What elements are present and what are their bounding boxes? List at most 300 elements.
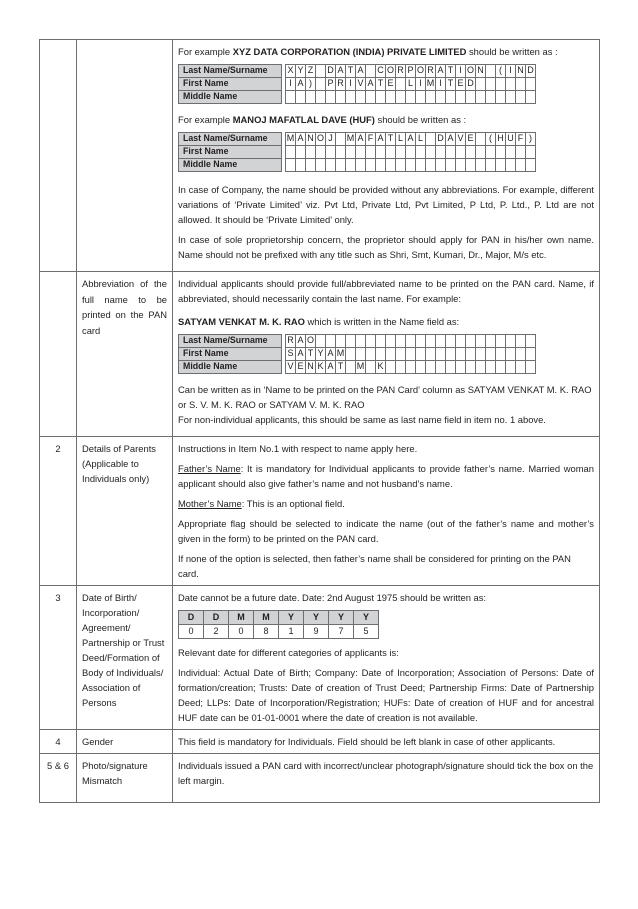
name-grid-row <box>179 91 536 104</box>
name-grid-cell: C <box>376 65 386 78</box>
row-number-cell <box>40 40 77 272</box>
row-number-cell: 5 & 6 <box>40 754 77 803</box>
name-grid-cell <box>346 335 356 348</box>
date-value-cell: 0 <box>229 625 254 639</box>
name-grid-cell <box>496 146 506 159</box>
name-grid-cell <box>436 361 446 374</box>
proprietor-note: In case of sole proprietorship concern, the proprietor should apply for PAN in his/her own name. Name should not be prefixed with any title such as Shri, Smt, Kumari, Dr., Major, M/s etc. <box>178 234 594 260</box>
name-grid-cell <box>466 361 476 374</box>
name-grid-label: Middle Name <box>179 91 282 104</box>
name-grid-cell <box>366 361 376 374</box>
name-grid-cell <box>476 361 486 374</box>
name-grid-cell <box>486 146 496 159</box>
name-grid-row <box>179 78 536 91</box>
name-grid-label: First Name <box>179 348 282 361</box>
name-grid-cell: A <box>376 133 386 146</box>
name-grid-cell: K <box>316 361 326 374</box>
name-grid-cell: A <box>296 78 306 91</box>
name-grid-cell <box>376 91 386 104</box>
name-grid-cell <box>506 91 516 104</box>
row-number-cell: 4 <box>40 730 77 754</box>
name-grid-cell: L <box>416 133 426 146</box>
name-grid-cell: O <box>416 65 426 78</box>
name-grid-cell <box>376 159 386 172</box>
example2-name: MANOJ MAFATLAL DAVE (HUF) <box>232 114 375 125</box>
row-content-cell <box>173 437 600 586</box>
name-grid-cell <box>396 146 406 159</box>
name-grid-cell: F <box>366 133 376 146</box>
name-grid-3 <box>178 334 536 374</box>
date-header-cell: D <box>204 611 229 625</box>
name-grid-cell <box>406 335 416 348</box>
name-grid-cell: M <box>356 361 366 374</box>
name-grid-cell <box>286 159 296 172</box>
row-content-cell: This field is mandatory for Individuals. Field should be left blank in case of other applicants. <box>173 730 600 754</box>
name-grid-cell <box>446 91 456 104</box>
row-content-cell <box>173 40 600 272</box>
name-grid-cell <box>516 91 526 104</box>
father-name-note: Father’s Name: It is mandatory for Individual applicants to provide father’s name. Married woman applicant should also give father’s name and not husband’s name. <box>178 463 594 489</box>
none-selected-note: If none of the option is selected, then father’s name shall be considered for printing on the PAN card. <box>178 553 571 579</box>
name-grid-cell <box>336 335 346 348</box>
name-grid-cell <box>326 159 336 172</box>
name-grid-cell <box>526 146 536 159</box>
name-grid-cell: D <box>326 65 336 78</box>
name-grid-cell: O <box>316 133 326 146</box>
name-grid-cell: V <box>456 133 466 146</box>
name-grid-cell <box>426 335 436 348</box>
name-grid-cell <box>516 348 526 361</box>
row-title-cell: Abbreviation of the full name to be printed on the PAN card <box>77 272 173 437</box>
name-grid-cell <box>316 335 326 348</box>
name-grid-cell <box>346 361 356 374</box>
name-grid-cell: E <box>466 133 476 146</box>
name-grid-cell <box>356 348 366 361</box>
name-grid-cell <box>526 91 536 104</box>
name-grid-cell <box>416 146 426 159</box>
name-grid-cell <box>526 348 536 361</box>
name-grid-cell: M <box>286 133 296 146</box>
name-grid-cell <box>336 91 346 104</box>
name-grid-cell <box>316 159 326 172</box>
name-grid-cell <box>486 159 496 172</box>
name-grid-cell <box>296 91 306 104</box>
date-value-cell: 7 <box>329 625 354 639</box>
name-grid-cell: S <box>286 348 296 361</box>
name-grid-label: First Name <box>179 146 282 159</box>
name-grid-cell <box>436 159 446 172</box>
row-content-cell <box>173 586 600 730</box>
row-number-cell: 2 <box>40 437 77 586</box>
name-grid-cell: A <box>296 335 306 348</box>
name-grid-cell <box>376 146 386 159</box>
name-grid-row <box>179 335 536 348</box>
date-grid-header <box>179 611 379 625</box>
name-grid-cell <box>376 335 386 348</box>
date-value-cell: 2 <box>204 625 229 639</box>
name-grid-cell <box>346 146 356 159</box>
name-grid-cell <box>366 146 376 159</box>
name-grid-cell <box>316 78 326 91</box>
row-gender <box>40 730 600 754</box>
name-grid-cell <box>526 159 536 172</box>
name-grid-cell: A <box>356 133 366 146</box>
name-grid-cell: R <box>286 335 296 348</box>
name-grid-row <box>179 146 536 159</box>
row-number-cell: 3 <box>40 586 77 730</box>
date-value-cell: 8 <box>254 625 279 639</box>
name-grid-cell <box>526 335 536 348</box>
name-grid-cell <box>506 348 516 361</box>
row-abbreviation <box>40 272 600 437</box>
date-header-cell: Y <box>354 611 379 625</box>
name-grid-cell <box>496 91 506 104</box>
name-grid-cell <box>516 78 526 91</box>
name-grid-cell: N <box>306 133 316 146</box>
name-grid-cell <box>306 146 316 159</box>
name-grid-cell: D <box>526 65 536 78</box>
name-grid-row <box>179 361 536 374</box>
name-grid-cell: E <box>456 78 466 91</box>
name-grid-cell <box>476 133 486 146</box>
name-grid-cell <box>516 335 526 348</box>
name-grid-cell <box>346 348 356 361</box>
name-grid-cell <box>516 146 526 159</box>
name-grid-cell: V <box>286 361 296 374</box>
name-grid-cell: N <box>476 65 486 78</box>
name-grid-cell: T <box>446 78 456 91</box>
name-grid-cell <box>516 159 526 172</box>
name-grid-cell: O <box>466 65 476 78</box>
name-grid-cell <box>486 65 496 78</box>
name-grid-cell <box>426 361 436 374</box>
name-grid-cell <box>386 335 396 348</box>
name-grid-cell <box>396 159 406 172</box>
name-grid-cell <box>446 361 456 374</box>
name-grid-cell <box>326 91 336 104</box>
name-grid-cell <box>486 91 496 104</box>
name-grid-cell <box>446 348 456 361</box>
name-grid-cell <box>486 348 496 361</box>
name-grid-label: Last Name/Surname <box>179 133 282 146</box>
name-grid-cell <box>466 91 476 104</box>
name-grid-cell <box>436 335 446 348</box>
name-grid-cell: T <box>336 361 346 374</box>
date-value-cell: 9 <box>304 625 329 639</box>
name-grid-cell <box>436 348 446 361</box>
name-grid-label: Middle Name <box>179 361 282 374</box>
name-grid-cell <box>346 159 356 172</box>
row-name <box>40 40 600 272</box>
name-grid-cell: X <box>286 65 296 78</box>
row-date-of-birth <box>40 586 600 730</box>
name-grid-cell: A <box>446 133 456 146</box>
name-grid-cell <box>426 159 436 172</box>
name-grid-cell: T <box>446 65 456 78</box>
name-grid-cell: U <box>506 133 516 146</box>
name-grid-cell <box>456 159 466 172</box>
name-grid-cell: T <box>346 65 356 78</box>
name-grid-cell: R <box>336 78 346 91</box>
name-grid-cell <box>366 159 376 172</box>
name-grid-cell <box>456 335 466 348</box>
flag-note: Appropriate flag should be selected to indicate the name (out of the father’s name and mother’s given in the form) to be printed on the PAN card. <box>178 518 594 544</box>
row-title-cell: Gender <box>77 730 173 754</box>
row-content-cell <box>173 272 600 437</box>
name-grid-cell <box>366 91 376 104</box>
example1-intro: For example XYZ DATA CORPORATION (INDIA) PRIVATE LIMITED should be written as : <box>178 46 558 57</box>
name-grid-cell <box>346 91 356 104</box>
name-grid-cell <box>386 159 396 172</box>
name-grid-cell <box>446 159 456 172</box>
date-header-cell: M <box>229 611 254 625</box>
name-grid-cell <box>486 361 496 374</box>
name-grid-cell <box>316 146 326 159</box>
name-grid-cell <box>506 159 516 172</box>
example1-name: XYZ DATA CORPORATION (INDIA) PRIVATE LIMITED <box>232 46 467 57</box>
name-grid-cell <box>286 91 296 104</box>
name-grid-cell <box>406 348 416 361</box>
name-grid-cell <box>356 146 366 159</box>
name-grid-label: Middle Name <box>179 159 282 172</box>
date-header-cell: Y <box>304 611 329 625</box>
name-grid-cell: O <box>306 335 316 348</box>
relevant-date-note: Relevant date for different categories of applicants is: <box>178 647 399 658</box>
name-grid-cell <box>486 335 496 348</box>
name-grid-cell: M <box>346 133 356 146</box>
name-grid-cell <box>426 91 436 104</box>
name-grid-cell: O <box>386 65 396 78</box>
name-grid-cell: I <box>416 78 426 91</box>
name-grid-cell: H <box>496 133 506 146</box>
name-grid-label: First Name <box>179 78 282 91</box>
name-grid-cell: E <box>386 78 396 91</box>
date-header-cell: D <box>179 611 204 625</box>
name-grid-cell <box>496 348 506 361</box>
name-grid-cell: A <box>406 133 416 146</box>
name-grid-cell <box>456 361 466 374</box>
name-grid-cell: L <box>406 78 416 91</box>
name-grid-cell <box>436 91 446 104</box>
name-grid-cell <box>426 348 436 361</box>
name-grid-cell <box>496 78 506 91</box>
name-grid-cell <box>476 348 486 361</box>
company-note: In case of Company, the name should be provided without any abbreviations. For example, different variations of ‘Private Limited’ viz. Pvt Ltd, Private Ltd, Pvt Limited, P Ltd, P. Ltd., P. Ltd are not allowed. It should be ‘Private Limited’ only. <box>178 184 594 225</box>
name-grid-cell <box>406 159 416 172</box>
name-grid-cell <box>466 159 476 172</box>
name-grid-cell <box>326 146 336 159</box>
name-grid-cell <box>426 133 436 146</box>
name-grid-cell <box>516 361 526 374</box>
date-intro: Date cannot be a future date. Date: 2nd August 1975 should be written as: <box>178 592 487 603</box>
name-grid-cell <box>306 91 316 104</box>
name-grid-cell <box>296 146 306 159</box>
name-grid-cell: P <box>406 65 416 78</box>
name-grid-cell: ( <box>486 133 496 146</box>
name-grid-cell <box>416 335 426 348</box>
name-grid-cell <box>386 361 396 374</box>
name-grid-cell: A <box>296 348 306 361</box>
name-grid-cell: ( <box>496 65 506 78</box>
name-grid-cell <box>416 348 426 361</box>
name-grid-cell <box>506 146 516 159</box>
name-grid-cell: D <box>466 78 476 91</box>
name-grid-cell <box>446 146 456 159</box>
name-grid-cell <box>506 78 516 91</box>
name-grid-cell <box>386 348 396 361</box>
name-grid-cell: I <box>456 65 466 78</box>
name-grid-cell: R <box>426 65 436 78</box>
date-categories: Individual: Actual Date of Birth; Company: Date of Incorporation; Association of Persons: Date of formation/creation; Trusts: Date of creation of Trust Deed; Partnership Firms: Date of Partnership Deed; LLPs: Date of Incorporation/Registration; HUFs: Date of creation of HUF and for ancestral HUF date can be 01-01-0001 where the date of creation is not available. <box>178 667 594 723</box>
date-value-cell: 1 <box>279 625 304 639</box>
name-grid-cell: M <box>336 348 346 361</box>
name-grid-row <box>179 65 536 78</box>
date-value-cell: 0 <box>179 625 204 639</box>
name-grid-cell <box>336 159 346 172</box>
name-grid-cell <box>396 361 406 374</box>
name-grid-cell: N <box>306 361 316 374</box>
row-parents <box>40 437 600 586</box>
name-grid-cell <box>486 78 496 91</box>
abbrev-example-name: SATYAM VENKAT M. K. RAO <box>178 316 305 327</box>
name-grid-cell: A <box>366 78 376 91</box>
name-grid-cell: Z <box>306 65 316 78</box>
name-grid-cell <box>406 361 416 374</box>
name-grid-cell: I <box>346 78 356 91</box>
name-grid-cell <box>456 146 466 159</box>
instructions-page <box>39 39 600 803</box>
name-grid-cell: F <box>516 133 526 146</box>
name-grid-cell <box>496 159 506 172</box>
name-grid-1 <box>178 64 536 104</box>
name-grid-cell: T <box>386 133 396 146</box>
name-grid-cell <box>396 348 406 361</box>
name-grid-row <box>179 133 536 146</box>
name-grid-cell <box>476 335 486 348</box>
name-grid-cell <box>476 159 486 172</box>
mother-name-note: Mother’s Name: This is an optional field. <box>178 498 345 509</box>
name-grid-cell <box>466 146 476 159</box>
name-grid-cell: D <box>436 133 446 146</box>
instructions-table <box>39 39 600 803</box>
name-grid-cell: J <box>326 133 336 146</box>
example2-intro: For example MANOJ MAFATLAL DAVE (HUF) should be written as : <box>178 114 467 125</box>
name-grid-cell <box>366 335 376 348</box>
name-grid-cell <box>396 78 406 91</box>
name-grid-cell <box>406 146 416 159</box>
name-grid-cell <box>526 78 536 91</box>
name-grid-cell: T <box>306 348 316 361</box>
name-grid-cell: R <box>396 65 406 78</box>
name-grid-cell: A <box>326 348 336 361</box>
row-content-cell: Individuals issued a PAN card with incorrect/unclear photograph/signature should tick the box on the left margin. <box>173 754 600 803</box>
name-grid-cell: L <box>396 133 406 146</box>
name-grid-2 <box>178 132 536 172</box>
name-grid-cell <box>456 91 466 104</box>
name-grid-cell <box>286 146 296 159</box>
name-grid-cell <box>386 146 396 159</box>
name-grid-cell <box>506 335 516 348</box>
name-grid-cell: A <box>356 65 366 78</box>
name-grid-cell: ) <box>306 78 316 91</box>
date-header-cell: Y <box>279 611 304 625</box>
name-grid-cell: I <box>506 65 516 78</box>
row-title-cell <box>77 40 173 272</box>
name-grid-cell <box>406 91 416 104</box>
name-grid-cell <box>466 335 476 348</box>
name-grid-cell <box>496 335 506 348</box>
name-grid-cell: E <box>296 361 306 374</box>
name-grid-label: Last Name/Surname <box>179 65 282 78</box>
abbrev-intro: Individual applicants should provide full/abbreviated name to be printed on the PAN card. Name, if abbreviated, should necessarily contain the last name. For example: <box>178 278 594 304</box>
name-grid-cell <box>396 91 406 104</box>
name-grid-cell <box>476 146 486 159</box>
name-grid-cell <box>306 159 316 172</box>
name-grid-cell <box>366 348 376 361</box>
name-grid-cell: P <box>326 78 336 91</box>
name-grid-cell: A <box>326 361 336 374</box>
name-grid-cell <box>446 335 456 348</box>
name-grid-cell <box>436 146 446 159</box>
name-grid-cell: A <box>336 65 346 78</box>
name-grid-cell <box>466 348 476 361</box>
name-grid-cell <box>526 361 536 374</box>
name-grid-cell: Y <box>296 65 306 78</box>
name-grid-cell <box>496 361 506 374</box>
name-grid-row <box>179 348 536 361</box>
name-grid-cell <box>476 91 486 104</box>
row-photo-signature <box>40 754 600 803</box>
name-grid-cell <box>366 65 376 78</box>
name-grid-cell: A <box>296 133 306 146</box>
name-grid-cell <box>296 159 306 172</box>
name-grid-cell: ) <box>526 133 536 146</box>
date-grid <box>178 610 379 639</box>
name-grid-cell <box>336 133 346 146</box>
name-grid-cell: N <box>516 65 526 78</box>
row-number-cell <box>40 272 77 437</box>
name-grid-cell <box>356 159 366 172</box>
name-grid-cell <box>376 348 386 361</box>
name-grid-cell <box>476 78 486 91</box>
name-grid-cell <box>356 335 366 348</box>
abbrev-example: SATYAM VENKAT M. K. RAO which is written in the Name field as: <box>178 316 460 327</box>
row-title-cell: Date of Birth/ Incorporation/ Agreement/ Partnership or Trust Deed/Formation of Body of Individuals/ Association of Persons <box>77 586 173 730</box>
name-grid-cell: I <box>286 78 296 91</box>
name-grid-cell <box>416 91 426 104</box>
date-header-cell: Y <box>329 611 354 625</box>
name-grid-cell: M <box>426 78 436 91</box>
name-grid-cell <box>416 159 426 172</box>
abbrev-written-as: Can be written as in ‘Name to be printed on the PAN Card’ column as SATYAM VENKAT M. K. RAO or S. V. M. K. RAO or SATYAM V. M. K. RAO <box>178 384 592 410</box>
name-grid-cell <box>456 348 466 361</box>
name-grid-cell: I <box>436 78 446 91</box>
name-grid-cell <box>416 361 426 374</box>
name-grid-cell: A <box>436 65 446 78</box>
name-grid-row <box>179 159 536 172</box>
name-grid-cell: Y <box>316 348 326 361</box>
name-grid-cell: V <box>356 78 366 91</box>
name-grid-cell <box>386 91 396 104</box>
row-title-cell: Photo/signature Mismatch <box>77 754 173 803</box>
name-grid-cell <box>506 361 516 374</box>
name-grid-cell <box>316 65 326 78</box>
date-grid-values <box>179 625 379 639</box>
row-title-cell: Details of Parents (Applicable to Individuals only) <box>77 437 173 586</box>
parents-instructions: Instructions in Item No.1 with respect to name apply here. <box>178 443 418 454</box>
name-grid-cell <box>356 91 366 104</box>
name-grid-cell <box>316 91 326 104</box>
